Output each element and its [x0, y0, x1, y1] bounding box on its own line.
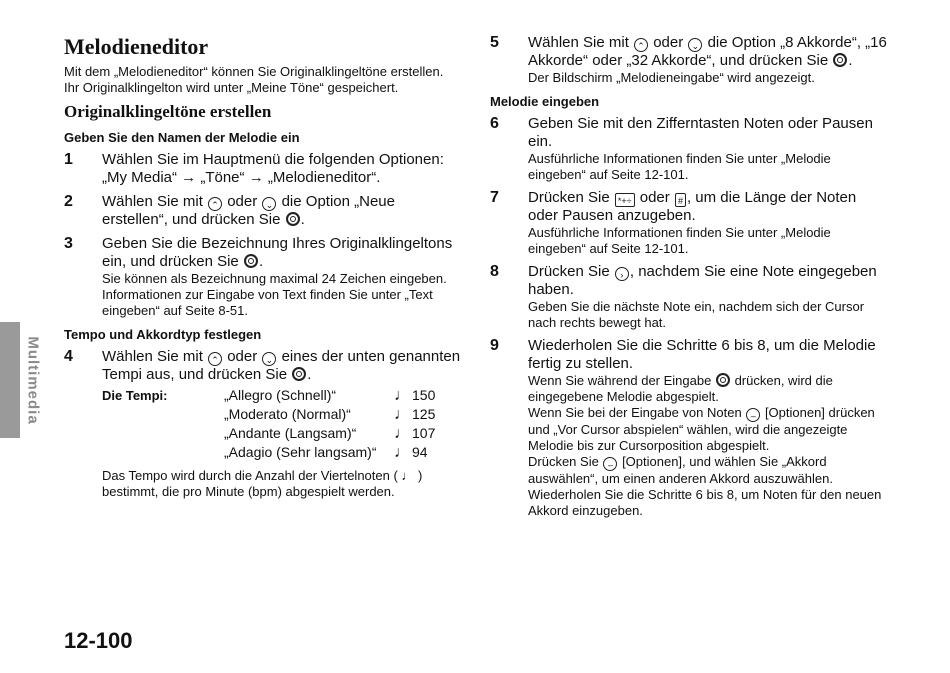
tempo-name: „Allegro (Schnell)“: [224, 387, 337, 403]
step-5: [490, 34, 890, 86]
tempo-label: Die Tempi:: [102, 388, 168, 403]
down-key-icon: ⌄: [262, 197, 276, 211]
up-key-icon: ⌃: [208, 352, 222, 366]
tempo-row: [102, 424, 452, 443]
subheading-name: Geben Sie den Namen der Melodie ein: [64, 130, 300, 145]
step-note: Wenn Sie während der Eingabe drücken, wird die eingegebene Melodie abgespielt.: [528, 373, 833, 404]
step-text: Wählen Sie mit ⌃ oder ⌄ eines der unten genannten Tempi aus, und drücken Sie .: [102, 348, 461, 383]
step-number: 2: [64, 193, 73, 210]
tempo-value: 150: [412, 387, 436, 403]
tempo-table: [102, 386, 452, 462]
step-number: 6: [490, 115, 499, 132]
step-4: [64, 348, 464, 500]
step-note: Sie können als Bezeichnung maximal 24 Zeichen eingeben. Informationen zur Eingabe von Text finden Sie unter „Text eingeben“ auf Seite 8-51.: [102, 271, 447, 318]
step-number: 3: [64, 235, 73, 252]
tempo-value: 107: [412, 425, 436, 441]
step-1: [64, 151, 464, 187]
softkey-icon: –: [603, 457, 617, 471]
step-text: Geben Sie mit den Zifferntasten Noten oder Pausen ein.: [528, 115, 873, 150]
sidebar-tab: [20, 322, 46, 438]
tempo-value: 125: [412, 406, 436, 422]
center-key-icon: [286, 212, 300, 226]
tempo-row: [102, 386, 452, 405]
tempo-value: 94: [412, 444, 428, 460]
left-column: [64, 34, 464, 506]
step-text: Wählen Sie mit ⌃ oder ⌄ die Option „Neue erstellen“, und drücken Sie .: [102, 193, 395, 228]
intro-text-2: Ihr Originalklingelton wird unter „Meine Töne“ gespeichert.: [64, 80, 399, 95]
center-key-icon: [244, 254, 258, 268]
sidebar-label: Multimedia: [24, 335, 42, 425]
step-7: [490, 189, 890, 257]
quarter-note-icon: ♩: [394, 387, 410, 404]
hash-key-icon: #: [675, 193, 686, 207]
sidebar-bar: [0, 322, 20, 438]
step-note: Drücken Sie – [Optionen], und wählen Sie „Akkord auswählen“, um einen anderen Akkord auszuwählen. Wiederholen Sie die Schritte 6 bis 8, um Noten für den neuen Akkord einzugeben.: [528, 454, 882, 518]
tempo-row: [102, 443, 452, 462]
softkey-icon: –: [746, 408, 760, 422]
center-key-icon: [292, 367, 306, 381]
step-text: Wählen Sie mit ⌃ oder ⌄ die Option „8 Akkorde“, „16 Akkorde“ oder „32 Akkorde“, und drücken Sie .: [528, 34, 887, 69]
intro-text-1: Mit dem „Melodieneditor“ können Sie Originalklingeltöne erstellen.: [64, 64, 444, 79]
up-key-icon: ⌃: [634, 38, 648, 52]
step-text: Drücken Sie › , nachdem Sie eine Note eingegeben haben.: [528, 263, 877, 298]
down-key-icon: ⌄: [262, 352, 276, 366]
step-number: 8: [490, 263, 499, 280]
step-text: Drücken Sie *+÷ oder # , um die Länge der Noten oder Pausen anzugeben.: [528, 189, 857, 224]
step-3: [64, 235, 464, 319]
step-2: [64, 193, 464, 229]
quarter-note-icon: ♩: [401, 468, 415, 483]
step-8: [490, 263, 890, 331]
subheading-tempo: Tempo und Akkordtyp festlegen: [64, 327, 262, 342]
step-note: Der Bildschirm „Melodieneingabe“ wird angezeigt.: [528, 70, 815, 85]
step-number: 1: [64, 151, 73, 168]
page-title: Melodieneditor: [64, 34, 209, 59]
step-note: Geben Sie die nächste Note ein, nachdem sich der Cursor nach rechts bewegt hat.: [528, 299, 865, 330]
step-number: 7: [490, 189, 499, 206]
step-6: [490, 115, 890, 183]
tempo-name: „Andante (Langsam)“: [224, 425, 357, 441]
right-key-icon: ›: [615, 267, 629, 281]
step-text: Wählen Sie im Hauptmenü die folgenden Optionen: „My Media“ → „Töne“ → „Melodieneditor“.: [102, 151, 444, 186]
step-number: 4: [64, 348, 73, 365]
quarter-note-icon: ♩: [394, 425, 410, 442]
tempo-row: [102, 405, 452, 424]
step-note: Ausführliche Informationen finden Sie unter „Melodie eingeben“ auf Seite 12-101.: [528, 225, 831, 256]
step-note: Wenn Sie bei der Eingabe von Noten – [Optionen] drücken und „Vor Cursor abspielen“ wählen, wird die angezeigte Melodie bis zur Cursorposition abgespielt.: [528, 405, 875, 453]
quarter-note-icon: ♩: [394, 406, 410, 423]
center-key-icon: [716, 373, 730, 387]
quarter-note-icon: ♩: [394, 444, 410, 461]
step-text: Wiederholen Sie die Schritte 6 bis 8, um die Melodie fertig zu stellen.: [528, 337, 876, 372]
center-key-icon: [833, 53, 847, 67]
subheading-melody: Melodie eingeben: [490, 94, 600, 109]
down-key-icon: ⌄: [688, 38, 702, 52]
step-text: Geben Sie die Bezeichnung Ihres Originalklingeltons ein, und drücken Sie .: [102, 235, 453, 270]
page-number: 12-100: [64, 628, 133, 653]
step-9: [490, 337, 890, 519]
tempo-note: Das Tempo wird durch die Anzahl der Viertelnoten ( ♩ ) bestimmt, die pro Minute (bpm) abgespielt werden.: [102, 468, 423, 499]
section-title: Originalklingeltöne erstellen: [64, 102, 272, 121]
step-number: 9: [490, 337, 499, 354]
tempo-name: „Moderato (Normal)“: [224, 406, 351, 422]
step-number: 5: [490, 34, 499, 51]
star-key-icon: *+÷: [615, 193, 635, 207]
tempo-name: „Adagio (Sehr langsam)“: [224, 444, 377, 460]
up-key-icon: ⌃: [208, 197, 222, 211]
right-column: [490, 34, 890, 525]
step-note: Ausführliche Informationen finden Sie unter „Melodie eingeben“ auf Seite 12-101.: [528, 151, 831, 182]
